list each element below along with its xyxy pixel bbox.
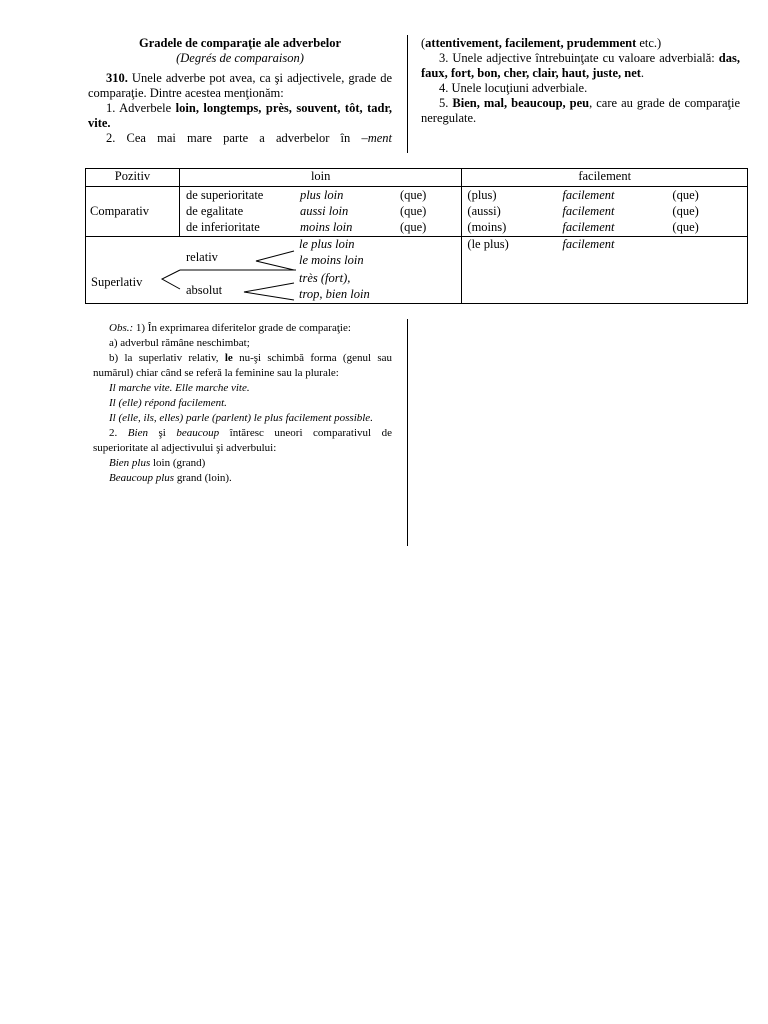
superlativ-facilement-cell bbox=[462, 237, 748, 304]
list-item-4: 4. Unele locuţiuni adverbiale. bbox=[439, 81, 588, 95]
comp-que2-1: (que) bbox=[672, 204, 699, 218]
etc-text: etc.) bbox=[636, 36, 662, 50]
comparativ-facilement-cell bbox=[462, 187, 748, 237]
sup-loin-0: le plus loin bbox=[299, 237, 355, 251]
column-divider-top bbox=[407, 35, 408, 153]
column-divider-bottom bbox=[407, 319, 408, 546]
sup-adv: (le plus) bbox=[467, 237, 509, 251]
paragraph-text: Unele adverbe pot avea, ca şi adjectivele, grade de comparaţie. Dintre acestea menţionăm: bbox=[88, 71, 392, 100]
obs-text-3b: nu-şi schimbă forma (genul sau numărul) chiar când se referă la feminine sau la plurale: bbox=[93, 352, 392, 379]
right-col-line1: (attentivement, facilement, prudemment etc.) bbox=[421, 36, 662, 50]
sup-loin-1: le moins loin bbox=[299, 253, 364, 267]
comp-loin-0: plus loin bbox=[299, 188, 344, 202]
left-column bbox=[88, 36, 392, 146]
paragraph-310 bbox=[88, 71, 392, 101]
list-item-3-prefix: 3. Unele adjective întrebuinţate cu valoare adverbială: bbox=[439, 51, 719, 65]
list-item-2 bbox=[88, 131, 392, 146]
list-item-3-tail: . bbox=[640, 66, 645, 80]
comp-degree-0: de superioritate bbox=[185, 188, 264, 202]
obs-text-4b: şi bbox=[147, 427, 177, 439]
obs-text-3a: b) la superlativ relativ, bbox=[109, 352, 225, 364]
obs-example-3 bbox=[93, 411, 392, 426]
ment-adverbs: attentivement, facilement, prudemment bbox=[425, 36, 637, 50]
list-item-2-prefix: 2. Cea mai mare parte a adverbelor în bbox=[106, 131, 362, 145]
superlativ-cell bbox=[86, 237, 462, 304]
header-loin: loin bbox=[179, 169, 461, 187]
obs-example-4 bbox=[93, 456, 392, 471]
obs-beaucoup: beaucoup bbox=[176, 427, 220, 439]
header-pozitiv: Pozitiv bbox=[86, 169, 180, 187]
obs-example-5-tail: grand (loin). bbox=[174, 472, 232, 484]
obs-bien: Bien bbox=[127, 427, 148, 439]
right-column bbox=[421, 36, 740, 126]
list-item-1-prefix: 1. Adverbele bbox=[106, 101, 176, 115]
obs-text-1: 1) În exprimarea diferitelor grade de comparaţie: bbox=[133, 322, 351, 334]
comp-fac-0: facilement bbox=[562, 188, 615, 202]
comp-degree-2: de inferioritate bbox=[185, 220, 260, 234]
obs-example-5 bbox=[93, 471, 392, 486]
obs-text-4a: 2. bbox=[109, 427, 128, 439]
obs-line-2: a) adverbul rămâne neschimbat; bbox=[109, 337, 250, 349]
comp-loin-1: aussi loin bbox=[299, 204, 349, 218]
obs-example-2-text: Il (elle) répond facilement. bbox=[109, 397, 227, 409]
comp-que-2: (que) bbox=[399, 220, 427, 234]
paragraph-number: 310. bbox=[106, 71, 128, 85]
header-facilement: facilement bbox=[462, 169, 748, 187]
sup-loin-2: très (fort), bbox=[299, 271, 351, 285]
obs-example-4-tail: loin (grand) bbox=[150, 457, 206, 469]
obs-text-4c: întăresc uneori comparativul de superioritate al adjectivului şi adverbului: bbox=[93, 427, 392, 454]
obs-line-1 bbox=[93, 321, 392, 336]
list-item-3-words: das, faux, fort, bon, cher, clair, haut, juste, net bbox=[421, 51, 740, 80]
comparativ-loin-cell bbox=[179, 187, 461, 237]
comparativ-label: Comparativ bbox=[86, 187, 180, 237]
comp-adv-2: (moins) bbox=[467, 220, 507, 234]
obs-le: le bbox=[224, 352, 233, 364]
comp-adv-1: (aussi) bbox=[467, 204, 501, 218]
obs-label: Obs.: bbox=[109, 322, 134, 334]
obs-example-1-text: Il marche vite. Elle marche vite. bbox=[109, 382, 250, 394]
list-item-1-words: loin, longtemps, près, souvent, tôt, tadr, vite. bbox=[88, 101, 392, 130]
list-item-5 bbox=[421, 96, 740, 126]
comp-loin-2: moins loin bbox=[299, 220, 353, 234]
obs-example-1 bbox=[93, 381, 392, 396]
section-title: Gradele de comparaţie ale adverbelor bbox=[138, 36, 342, 50]
comp-que-1: (que) bbox=[399, 204, 427, 218]
comp-degree-1: de egalitate bbox=[185, 204, 244, 218]
obs-line-4 bbox=[93, 426, 392, 456]
relativ-label: relativ bbox=[186, 250, 218, 264]
comp-que2-0: (que) bbox=[672, 188, 699, 202]
comp-fac-1: facilement bbox=[562, 204, 615, 218]
list-item-5-words: Bien, mal, beaucoup, peu bbox=[452, 96, 590, 110]
section-subtitle: (Degrés de comparaison) bbox=[176, 51, 304, 65]
list-item-5-prefix: 5. bbox=[439, 96, 453, 110]
list-item-1 bbox=[88, 101, 392, 131]
comp-adv-0: (plus) bbox=[467, 188, 497, 202]
superlativ-label: Superlativ bbox=[91, 275, 143, 289]
table-header-row bbox=[86, 169, 748, 187]
comp-que-0: (que) bbox=[399, 188, 427, 202]
list-item-5-tail: , care au grade de comparaţie neregulate. bbox=[421, 96, 740, 125]
obs-line-3 bbox=[93, 351, 392, 381]
observations-block bbox=[93, 321, 392, 486]
table-row-comparativ bbox=[86, 187, 748, 237]
comp-que2-2: (que) bbox=[672, 220, 699, 234]
sup-fac: facilement bbox=[562, 237, 615, 251]
comparison-table bbox=[85, 168, 748, 304]
list-item-3 bbox=[421, 51, 740, 81]
obs-example-5-italic: Beaucoup plus bbox=[109, 472, 175, 484]
obs-example-2 bbox=[93, 396, 392, 411]
sup-loin-3: trop, bien loin bbox=[299, 287, 370, 301]
absolut-label: absolut bbox=[186, 283, 223, 297]
obs-example-4-italic: Bien plus bbox=[109, 457, 151, 469]
obs-example-3-text: Il (elle, ils, elles) parle (parlent) le plus facilement possible. bbox=[109, 412, 373, 424]
comp-fac-2: facilement bbox=[562, 220, 615, 234]
list-item-2-suffix: –ment bbox=[361, 131, 392, 145]
bracket-lines bbox=[86, 237, 463, 303]
table-row-superlativ bbox=[86, 237, 748, 304]
